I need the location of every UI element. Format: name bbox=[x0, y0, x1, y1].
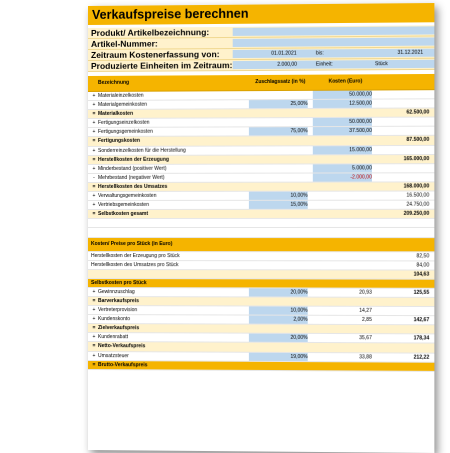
col-pct-header: Zuschlagssatz (in %) bbox=[255, 78, 306, 86]
row-pct[interactable]: 25,00% bbox=[290, 101, 308, 108]
row-total: 62.500,00 bbox=[406, 109, 430, 116]
per-unit-section-title bbox=[88, 238, 434, 252]
row-label: Herstellkosten des Umsatzes pro Stück bbox=[90, 261, 179, 268]
article-number-input[interactable] bbox=[233, 37, 435, 47]
row-total: 209.250,00 bbox=[403, 210, 430, 218]
per-unit-title-label: Kosten/ Preise pro Stück (in Euro) bbox=[90, 240, 173, 247]
row-operator: = bbox=[92, 211, 96, 218]
row-pct[interactable]: 2,00% bbox=[293, 316, 308, 323]
row-cost[interactable]: 12.500,00 bbox=[349, 100, 372, 107]
row-operator: = bbox=[92, 111, 96, 118]
row-operator: = bbox=[92, 156, 96, 163]
row-operator: + bbox=[92, 120, 96, 127]
row-total: 178,34 bbox=[413, 335, 430, 342]
col-cost-header: Kosten (Euro) bbox=[328, 78, 363, 85]
table-row bbox=[88, 210, 434, 219]
row-cost: 2,85 bbox=[361, 317, 372, 324]
table-row: = Netto-Verkaufspreis bbox=[88, 342, 434, 353]
table-row: = Barverkaufspreis bbox=[88, 297, 434, 307]
row-total: 168.000,00 bbox=[403, 183, 430, 190]
row-label: Herstellkosten des Umsatzes bbox=[97, 183, 168, 190]
row-label: Fertigungskosten bbox=[97, 138, 141, 145]
row-total: 16.500,00 bbox=[406, 192, 430, 199]
row-cost[interactable]: 15.000,00 bbox=[349, 146, 372, 153]
row-pct[interactable]: 10,00% bbox=[290, 307, 308, 314]
product-name-label: Produkt/ Artikelbezeichnung: bbox=[90, 27, 210, 38]
period-to-label: bis: bbox=[315, 50, 324, 57]
row-label: Fertigungsgemeinkosten bbox=[97, 129, 153, 136]
period-to-value[interactable]: 31.12.2021 bbox=[397, 49, 424, 56]
row-label: Zielverkaufspreis bbox=[97, 325, 140, 332]
row-operator: + bbox=[92, 129, 96, 136]
unit-value[interactable]: Stück bbox=[374, 61, 388, 68]
row-label: Kundenskonto bbox=[97, 316, 131, 323]
col-desc-header: Bezeichnung bbox=[97, 79, 130, 86]
row-operator: + bbox=[92, 147, 96, 154]
row-label: Herstellkosten der Erzeugung bbox=[97, 156, 170, 163]
row-total: 87.500,00 bbox=[406, 137, 430, 144]
row-label: Sonderreinzelkosten für die Herstellung bbox=[97, 147, 186, 154]
table-row: + Kundenrabatt 20,00% 35,67 178,34 bbox=[88, 333, 434, 344]
table-row: = Brutto-Verkaufspreis bbox=[88, 361, 434, 372]
table-row bbox=[88, 192, 434, 202]
spacer-row bbox=[88, 219, 434, 228]
row-operator: + bbox=[92, 92, 96, 99]
row-pct[interactable]: 19,00% bbox=[290, 353, 308, 360]
row-total: 142,67 bbox=[413, 317, 430, 324]
units-value[interactable]: 2.000,00 bbox=[277, 61, 298, 68]
row-label: Vertreterprovision bbox=[97, 307, 138, 314]
row-total: 84,00 bbox=[416, 262, 430, 269]
row-label: Minderbestand (positiver Wert) bbox=[97, 165, 167, 172]
period-label: Zeitraum Kostenerfassung von: bbox=[90, 49, 220, 60]
table-row: = Zielverkaufspreis bbox=[88, 324, 434, 335]
row-pct[interactable]: 75,00% bbox=[290, 128, 308, 135]
row-label: Brutto-Verkaufspreis bbox=[97, 361, 148, 368]
spreadsheet-page bbox=[88, 3, 434, 453]
article-number-label: Artikel-Nummer: bbox=[90, 38, 158, 49]
row-cost[interactable]: 37.500,00 bbox=[349, 128, 372, 135]
row-operator: - bbox=[93, 174, 95, 181]
row-cost: 14,27 bbox=[359, 307, 372, 314]
row-cost[interactable]: 50.000,00 bbox=[349, 91, 372, 98]
table-row: + Umsatzsteuer 19,00% 33,88 212,22 bbox=[88, 352, 434, 363]
row-pct[interactable]: 15,00% bbox=[290, 201, 308, 208]
row-cost: 35,67 bbox=[359, 335, 372, 342]
row-cost: 33,88 bbox=[359, 353, 372, 360]
row-label: Materialgemeinkosten bbox=[97, 101, 148, 109]
period-from-value[interactable]: 01.01.2021 bbox=[271, 50, 297, 57]
cost-table bbox=[88, 74, 434, 219]
row-label: Netto-Verkaufspreis bbox=[97, 343, 146, 350]
row-label: Selbstkosten pro Stück bbox=[90, 279, 147, 286]
row-operator: + bbox=[92, 102, 96, 109]
table-row bbox=[88, 252, 434, 262]
row-label: Umsatzsteuer bbox=[97, 352, 129, 359]
row-cost[interactable]: 50.000,00 bbox=[349, 119, 372, 126]
row-cost[interactable]: 5.000,00 bbox=[352, 165, 372, 172]
row-label: Barverkaufspreis bbox=[97, 297, 139, 305]
page-title: Verkaufspreise berechnen bbox=[88, 3, 434, 25]
row-operator: + bbox=[92, 202, 96, 209]
product-name-input[interactable] bbox=[233, 26, 435, 36]
row-total: 125,55 bbox=[413, 289, 430, 296]
table-row bbox=[88, 182, 434, 192]
row-total: 24.750,00 bbox=[406, 201, 430, 208]
units-label: Produzierte Einheiten im Zeitraum: bbox=[90, 60, 233, 71]
row-pct[interactable]: 10,00% bbox=[290, 192, 308, 199]
row-label: Herstellkosten der Erzeugung pro Stück bbox=[90, 252, 180, 259]
row-label: Mehrbestand (negativer Wert) bbox=[97, 174, 165, 181]
table-row: + Vertreterprovision 10,00% 14,27 bbox=[88, 306, 434, 316]
row-operator: + bbox=[92, 165, 96, 172]
row-total: 212,22 bbox=[413, 354, 430, 361]
row-label: Kundenrabatt bbox=[97, 334, 129, 341]
row-total: 82,50 bbox=[416, 252, 430, 259]
spacer-row bbox=[88, 228, 434, 237]
row-label: Vertriebsgemeinkosten bbox=[97, 202, 149, 209]
row-cost[interactable]: -2.000,00 bbox=[350, 174, 372, 181]
row-operator: = bbox=[92, 138, 96, 145]
row-cost: 20,93 bbox=[359, 289, 372, 296]
table-row bbox=[88, 201, 434, 210]
table-header bbox=[88, 74, 434, 92]
row-label: Verwaltungsgemeinkosten bbox=[97, 192, 157, 200]
row-total: 104,63 bbox=[413, 271, 430, 278]
row-label: Gewinnzuschlag bbox=[97, 288, 135, 295]
unit-label: Einheit: bbox=[315, 61, 333, 68]
row-label: Materialeinzelkosten bbox=[97, 92, 144, 99]
row-label: Selbstkosten gesamt bbox=[97, 211, 149, 218]
row-operator: = bbox=[92, 183, 96, 190]
row-label: Materialkosten bbox=[97, 110, 134, 118]
row-operator: + bbox=[92, 193, 96, 200]
row-label: Fertigungseinzelkosten bbox=[97, 120, 150, 127]
row-total: 165.000,00 bbox=[403, 155, 430, 162]
row-pct[interactable]: 20,00% bbox=[290, 289, 308, 296]
table-row: + Gewinnzuschlag 20,00% 20,93 125,55 bbox=[88, 288, 434, 298]
units-input[interactable] bbox=[233, 60, 435, 69]
units-row bbox=[88, 59, 434, 72]
table-row: + Kundenskonto 2,00% 2,85 142,67 bbox=[88, 315, 434, 325]
row-pct[interactable]: 20,00% bbox=[290, 335, 308, 342]
